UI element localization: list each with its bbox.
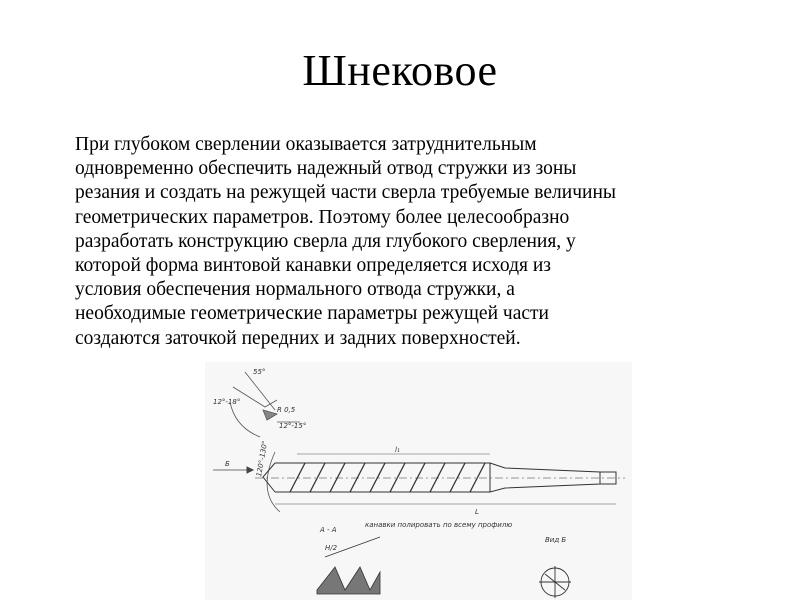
polish-note: канавки полировать по всему профилю — [365, 521, 513, 529]
total-length-label: L — [475, 508, 479, 516]
angle-12-18-label: 12°-18° — [213, 398, 241, 406]
slide-paragraph: При глубоком сверлении оказывается затруднительным одновременно обеспечить надежный отвод стружки из зоны резания и создать на режущей части сверла требуемые величины геометрических параметров. Поэтому более целесообразно разработать конструкцию сверла для глубокого сверления, у которой форма винтовой канавки определяется исходя из условия обеспечения нормального отвода стружки, а необходимые геометрические параметры режущей части создаются заточкой передних и задних поверхностей. — [75, 134, 616, 349]
flute-length-label: l₁ — [395, 446, 400, 454]
section-label: А - А — [320, 526, 337, 534]
angle-12-15-label: 12°-15° — [279, 422, 307, 430]
slide-title: Шнековое — [302, 46, 498, 95]
drawing-background — [205, 362, 632, 600]
point-angle-label: 120°-130° — [255, 440, 270, 478]
auger-drill-drawing — [205, 362, 632, 600]
technical-drawing-svg — [205, 362, 632, 600]
radius-label: R 0,5 — [277, 406, 296, 414]
view-b-marker: Б — [225, 460, 230, 468]
angle-55-label: 55° — [253, 368, 266, 376]
half-h-label: H/2 — [325, 544, 338, 552]
view-b-label: Вид Б — [545, 536, 567, 544]
